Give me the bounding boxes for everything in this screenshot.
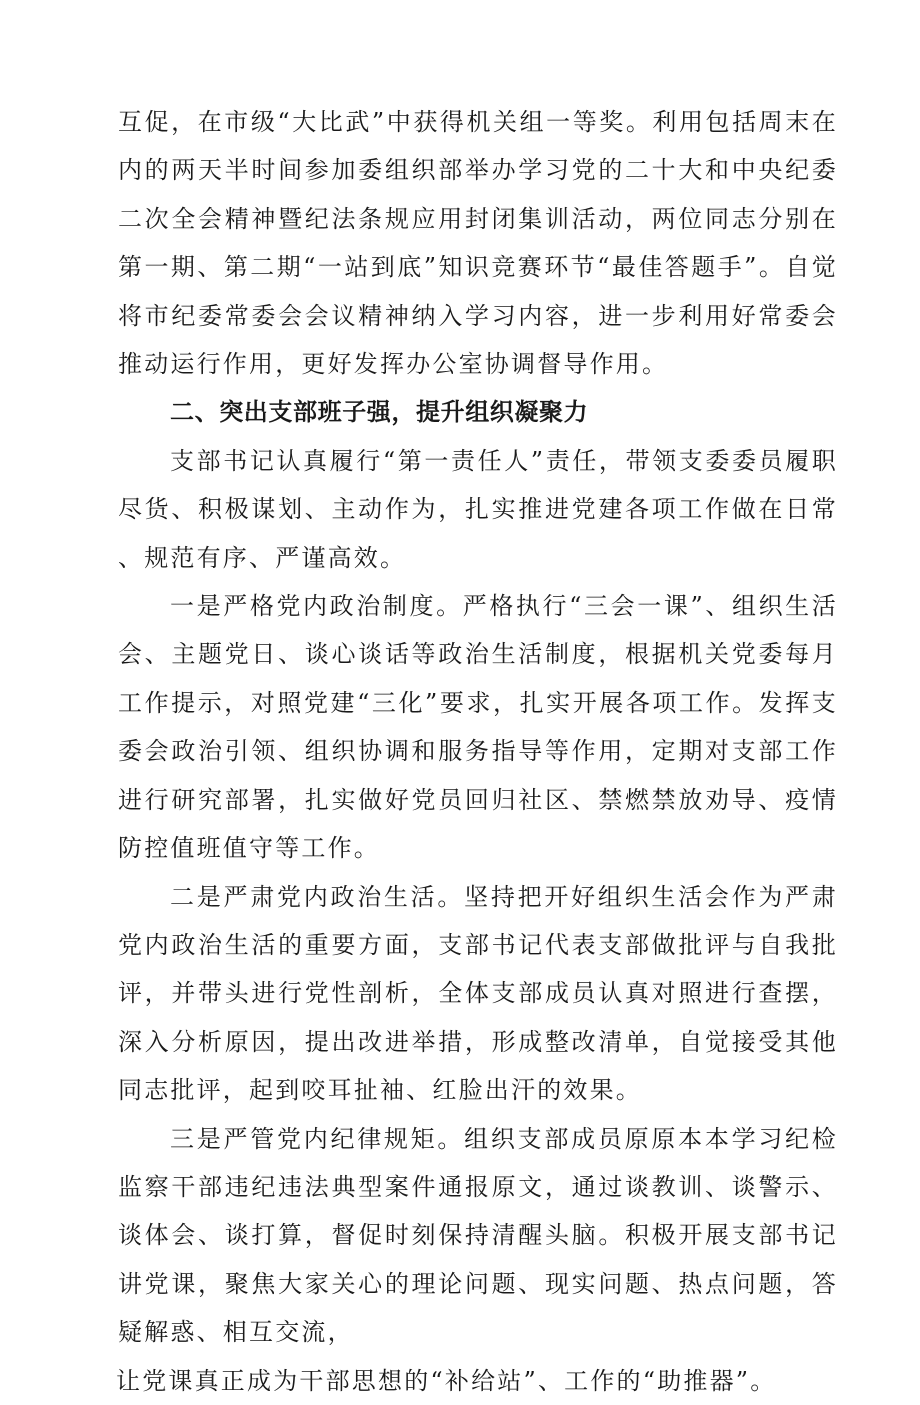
paragraph-point-three: 三是严管党内纪律规矩。组织支部成员原原本本学习纪检监察干部违纪违法典型案件通报原文，通过谈教训、谈警示、谈体会、谈打算，督促时刻保持清醒头脑。积极开展支部书记讲党课，聚焦大家关心的理论问题、现实问题、热点问题，答疑解惑、相互交流， (118, 1124, 838, 1347)
document-body (118, 98, 838, 1405)
paragraph-intro: 支部书记认真履行“第一责任人”责任，带领支委委员履职尽货、积极谋划、主动作为，扎实推进党建各项工作做在日常、规范有序、严谨高效。 (118, 446, 838, 572)
section-heading: 二、突出支部班子强，提升组织凝聚力 (170, 398, 589, 427)
paragraph-point-three-last-line: 让党课真正成为干部思想的“补给站”、工作的“助推器”。 (116, 1366, 777, 1395)
paragraph-point-two: 二是严肃党内政治生活。坚持把开好组织生活会作为严肃党内政治生活的重要方面，支部书记代表支部做批评与自我批评，并带头进行党性剖析，全体支部成员认真对照进行查摆，深入分析原因，提出改进举措，形成整改清单，自觉接受其他同志批评，起到咬耳扯袖、红脸出汗的效果。 (118, 882, 838, 1105)
paragraph-continued: 互促，在市级“大比武”中获得机关组一等奖。利用包括周末在内的两天半时间参加委组织部举办学习党的二十大和中央纪委二次全会精神暨纪法条规应用封闭集训活动，两位同志分别在第一期、第二期“一站到底”知识竞赛环节“最佳答题手”。自觉将市纪委常委会会议精神纳入学习内容，进一步利用好常委会推动运行作用，更好发挥办公室协调督导作用。 (118, 108, 838, 379)
paragraph-point-one: 一是严格党内政治制度。严格执行“三会一课”、组织生活会、主题党日、谈心谈话等政治生活制度，根据机关党委每月工作提示，对照党建“三化”要求，扎实开展各项工作。发挥支委会政治引领、组织协调和服务指导等作用，定期对支部工作进行研究部署，扎实做好党员回归社区、禁燃禁放劝导、疫情防控值班值守等工作。 (118, 592, 838, 863)
